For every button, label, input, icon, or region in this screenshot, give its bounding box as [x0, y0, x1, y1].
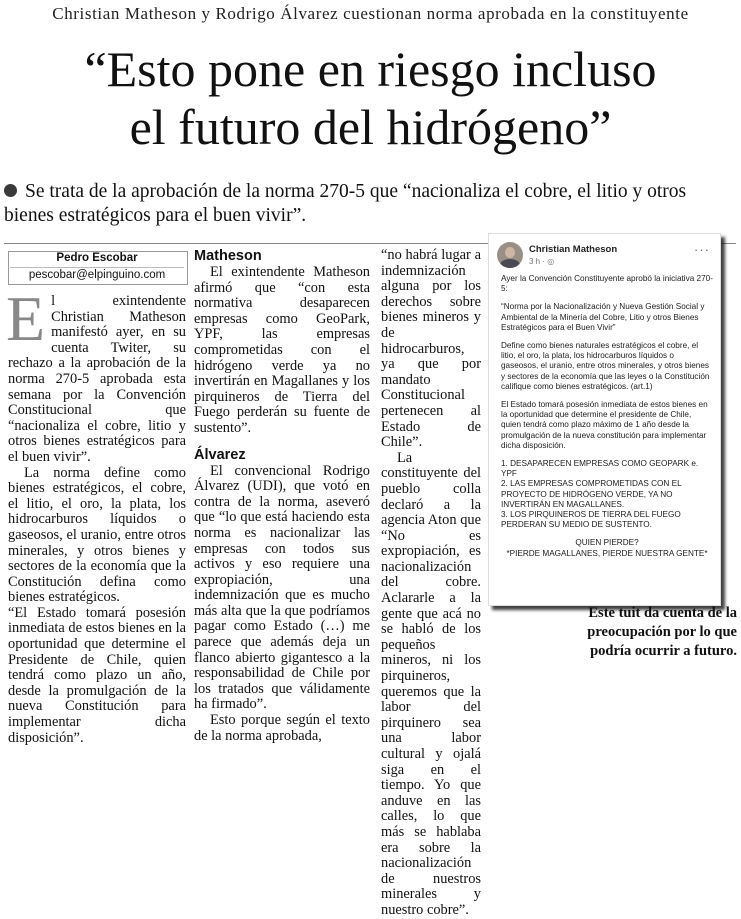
bullet-icon: [4, 184, 17, 197]
col2-paragraph-2: El convencional Rodrigo Álvarez (UDI), que votó en contra de la norma, aseveró que “lo que está haciendo esta norma es nacionalizar las empresas con todos sus activos y eso requiere una expropiación, una indemnización que es mucho más alta que la que podríamos pagar como Estado (…) me parece que además deja un flanco abierto gigantesco a la responsabilidad de Chile por los tratados que válidamente ha firmado”.: [194, 462, 370, 713]
dropcap: E: [6, 283, 46, 354]
globe-icon: ◎: [547, 257, 555, 266]
tweet-closing: QUIEN PIERDE? *PIERDE MAGALLANES, PIERDE NUESTRA GENTE*: [506, 538, 708, 558]
more-options-icon: ···: [694, 242, 710, 257]
headline: [0, 40, 741, 156]
tweet-paragraph-5: 1. DESAPARECEN EMPRESAS COMO GEOPARK e. YPF 2. LAS EMPRESAS COMPROMETIDAS CON EL PROYECTO DE HIDRÓGENO VERDE, YA NO INVERTIRÁN EN MAGALLANES. 3. LOS PIRQUINEROS DE TIERRA DEL FUEGO PERDERAN SU MEDIO DE SUSTENTO.: [501, 459, 699, 530]
article-column-2: [194, 248, 370, 744]
headline-line-1: “Esto pone en riesgo incluso: [84, 41, 657, 97]
tweet-paragraph-2: “Norma por la Nacionalización y Nueva Gestión Social y Ambiental de la Minería del Cobre, Litio y otros Bienes Estratégicos para el Buen Vivir”: [501, 302, 705, 332]
subheading-alvarez: Álvarez: [194, 446, 246, 463]
summary: [4, 180, 736, 228]
col1-paragraph-1: l exintendente Christian Matheson manifestó ayer, en su cuenta Twiter, su rechazo a la aprobación de la norma 270-5 aprobada esta semana por la Convención Constitucional que “nacionaliza el cobre, litio y otros bienes estratégicos para el buen vivir”.: [8, 293, 186, 465]
article-column-3: [381, 248, 481, 919]
subheading-matheson: Matheson: [194, 248, 262, 264]
byline-name: Pedro Escobar: [56, 252, 138, 264]
kicker: Christian Matheson y Rodrigo Álvarez cuestionan norma aprobada en la constituyente: [52, 4, 689, 23]
spacer: [194, 437, 370, 447]
headline-line-2: el futuro del hidrógeno”: [129, 99, 612, 155]
tweet-card: [488, 233, 721, 606]
tweet-author: Christian Matheson: [529, 244, 618, 255]
col1-paragraph-3: “El Estado tomará posesión inmediata de estos bienes en la oportunidad que determine el Presidente de Chile, quien tendrá como plazo un año, desde la promulgación de la nueva Constitución para implementar dicha disposición”.: [8, 604, 186, 746]
article-column-1: [6, 283, 186, 746]
tweet-time-text: 3 h ·: [529, 257, 548, 266]
tweet-paragraph-3: Define como bienes naturales estratégicos el cobre, el litio, el oro, la plata, los hidrocarburos líquidos o gaseosos, el uranio, entre otros minerales, y otros bienes y sectores de la economía que las leyes o la Constitución califique como bienes estratégicos. (art.1): [501, 341, 710, 391]
col3-paragraph-2: La constituyente del pueblo colla declaró a la agencia Aton que “No es expropiación, es nacionalización del cobre. Aclararle a la gente que acá no se habló de los pequeños mineros, ni los pirquineros, queremos que la labor del pirquinero sea una labor cultural y ojalá siga en el tiempo. Yo que anduve en las calles, lo que más se hablaba era sobre la nacionalización de nuestros minerales y nuestro cobre”.: [381, 449, 481, 918]
col2-paragraph-3: Esto porque según el texto de la norma aprobada,: [194, 712, 370, 744]
avatar: [497, 242, 523, 268]
summary-text: Se trata de la aprobación de la norma 270-5 que “nacionaliza el cobre, el litio y otros bienes estratégicos para el buen vivir”.: [4, 181, 687, 226]
tweet-time: [529, 257, 554, 266]
photo-caption: Este tuit da cuenta de la preocupación por lo que podría ocurrir a futuro.: [587, 605, 737, 659]
col2-paragraph-1: El exintendente Matheson afirmó que “con esta normativa desaparecen empresas como GeoPark, YPF, las empresas comprometidas con el hidrógeno verde ya no invertirán en Magallanes y los pirquineros de Tierra del Fuego perderán su fuente de sustento”.: [194, 264, 370, 436]
tweet-paragraph-4: El Estado tomará posesión inmediata de estos bienes en la oportunidad que determine el presidente de Chile, quien tendrá como plazo máximo de 1 año desde la promulgación de la nueva constitución para implementar dicha disposición.: [501, 400, 708, 450]
col3-paragraph-1: “no habrá lugar a indemnización alguna por los derechos sobre bienes mineros y de hidrocarburos, ya que por mandato Constitucional pertenecen al Estado de Chile”.: [381, 247, 481, 451]
tweet-body: [501, 274, 713, 567]
col1-paragraph-2: La norma define como bienes estratégicos, el cobre, el litio, el oro, la plata, los hidrocarburos líquidos o gaseosos, el uranio, entre otros minerales, y otros bienes y sectores de la economía que la Constitución defina como bienes estratégicos.: [8, 464, 186, 606]
tweet-paragraph-1: Ayer la Convención Constituyente aprobó la iniciativa 270-5:: [501, 274, 713, 294]
byline-email[interactable]: pescobar@elpinguino.com: [28, 269, 166, 281]
